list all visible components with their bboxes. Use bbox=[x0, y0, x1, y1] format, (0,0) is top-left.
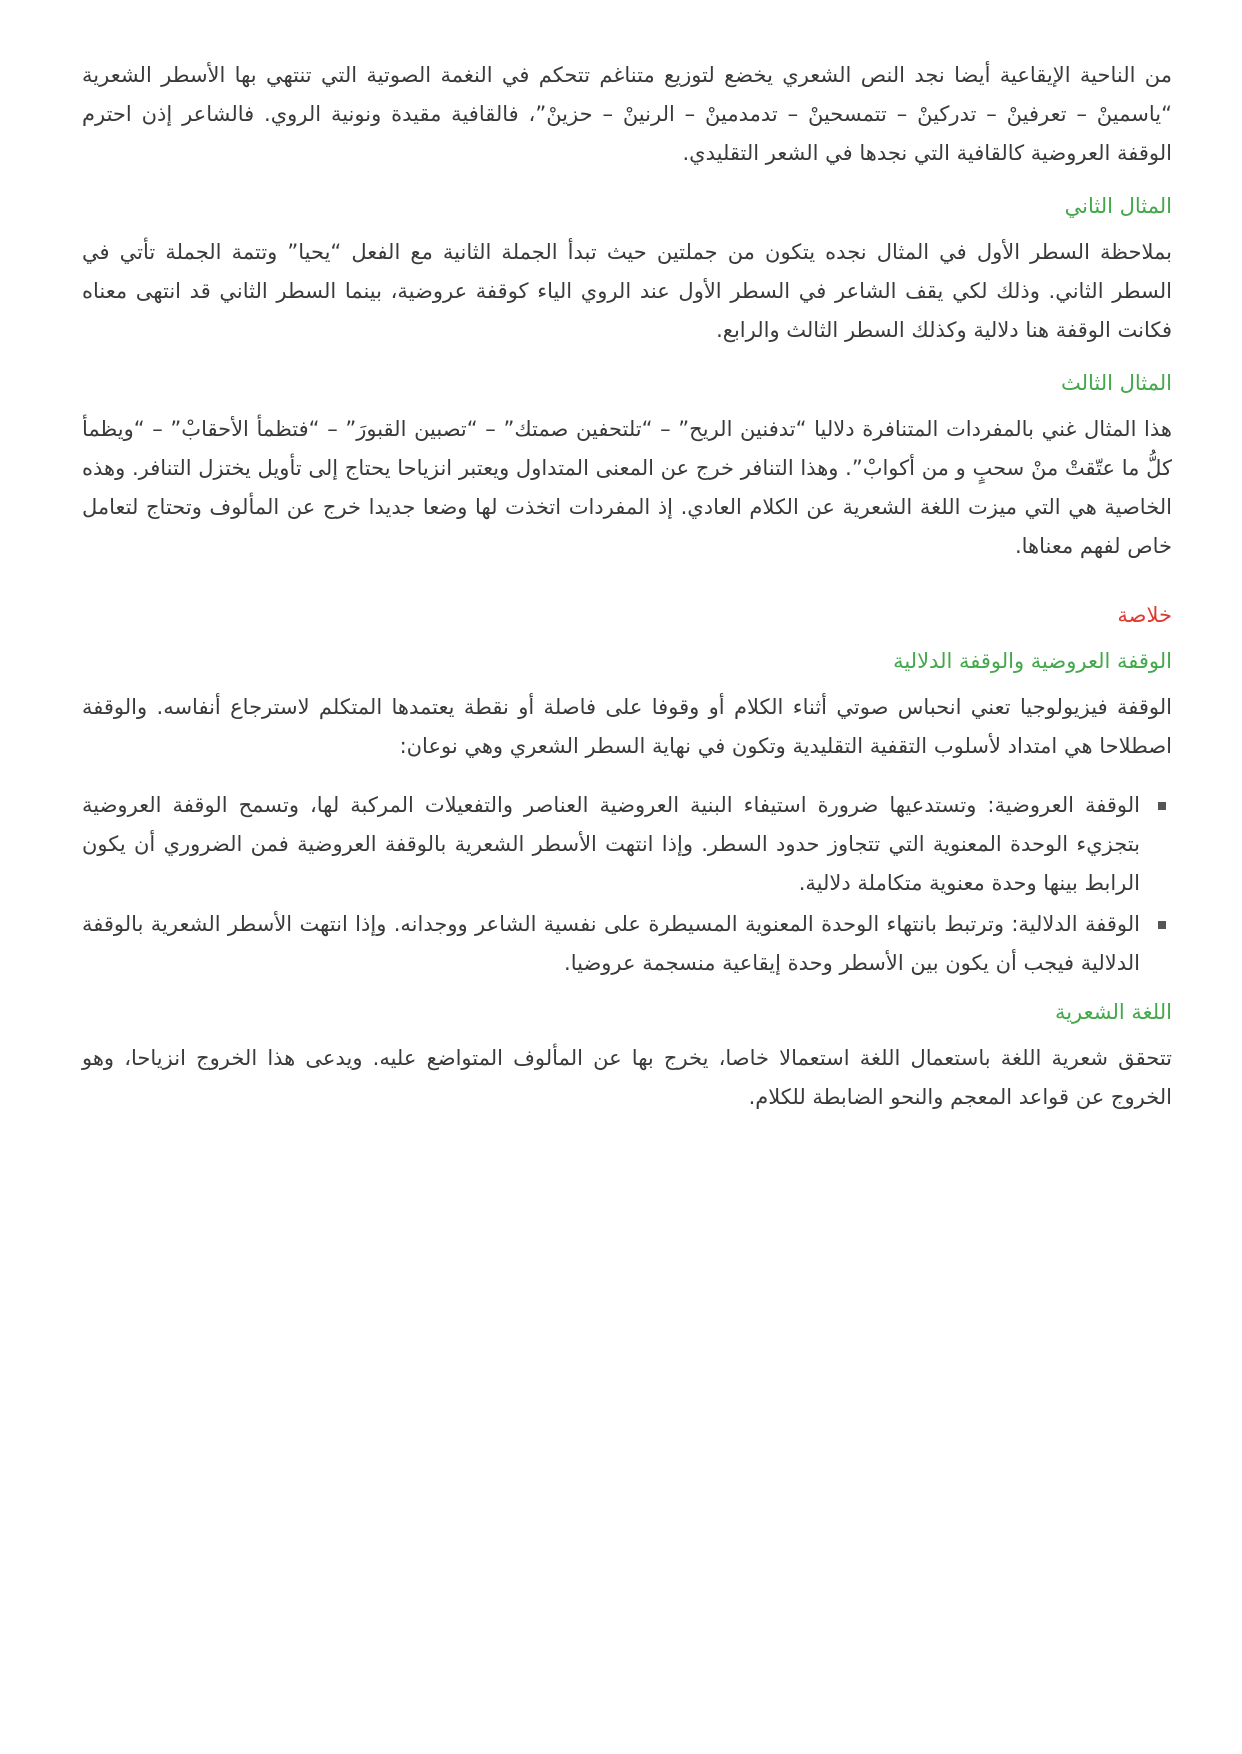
pauses-paragraph: الوقفة فيزيولوجيا تعني انحباس صوتي أثناء الكلام أو وقوفا على فاصلة أو نقطة يعتمدها المتكلم لاسترجاع أنفاسه. والوقفة اصطلاحا هي امتداد لأسلوب التقفية التقليدية وتكون في نهاية السطر الشعري وهي نوعان: bbox=[82, 695, 1172, 758]
list-item bbox=[82, 786, 1140, 903]
pauses-heading: الوقفة العروضية والوقفة الدلالية bbox=[893, 649, 1172, 673]
example2-paragraph: بملاحظة السطر الأول في المثال نجده يتكون من جملتين حيث تبدأ الجملة الثانية مع الفعل “يحيا” وتتمة الجملة تأتي في السطر الثاني. وذلك لكي يقف الشاعر في السطر الأول عند الروي الياء كوقفة عروضية، بينما السطر الثاني قد انتهى معناه فكانت الوقفة هنا دلالية وكذلك السطر الثالث والرابع. bbox=[82, 240, 1172, 342]
poetic-language-heading: اللغة الشعرية bbox=[1054, 1000, 1172, 1024]
example2-heading: المثال الثاني bbox=[1064, 194, 1172, 218]
list-item-text: الوقفة العروضية: وتستدعيها ضرورة استيفاء البنية العروضية العناصر والتفعيلات المركبة لها، وتسمح الوقفة العروضية بتجزيء الوحدة المعنوية التي تتجاوز حدود السطر. وإذا انتهت الأسطر الشعرية بالوقفة العروضية فمن الضروري أن يكون الرابط بينها وحدة معنوية متكاملة دلالية. bbox=[82, 793, 1140, 895]
example3-paragraph: هذا المثال غني بالمفردات المتنافرة دلاليا “تدفنين الريح” – “تلتحفين صمتك” – “تصبين القبورَ” – “فتظمأ الأحقابْ” – “ويظمأ كلُّ ما عتّقتْ منْ سحبٍ و من أكوابْ”. وهذا التنافر خرج عن المعنى المتداول ويعتبر انزياحا يحتاج إلى تأويل يختزل التنافر. وهذه الخاصية هي التي ميزت اللغة الشعرية عن الكلام العادي. إذ المفردات اتخذت لها وضعا جديدا خرج عن المألوف وتحتاج لتعامل خاص لفهم معناها. bbox=[82, 417, 1172, 558]
summary-heading: خلاصة bbox=[1117, 603, 1172, 627]
example3-heading: المثال الثالث bbox=[1060, 371, 1172, 395]
square-bullet-icon bbox=[1158, 802, 1166, 810]
poetic-language-paragraph: تتحقق شعرية اللغة باستعمال اللغة استعمالا خاصا، يخرج بها عن المألوف المتواضع عليه. ويدعى هذا الخروج انزياحا، وهو الخروج عن قواعد المعجم والنحو الضابطة للكلام. bbox=[82, 1046, 1172, 1109]
pauses-list bbox=[82, 786, 1172, 983]
list-item-text: الوقفة الدلالية: وترتبط بانتهاء الوحدة المعنوية المسيطرة على نفسية الشاعر ووجدانه. وإذا انتهت الأسطر الشعرية بالوقفة الدلالية فيجب أن يكون بين الأسطر وحدة إيقاعية منسجمة عروضيا. bbox=[82, 912, 1140, 975]
square-bullet-icon bbox=[1158, 921, 1166, 929]
list-item bbox=[82, 905, 1140, 983]
document-page bbox=[82, 56, 1172, 1117]
intro-paragraph: من الناحية الإيقاعية أيضا نجد النص الشعري يخضع لتوزيع متناغم تتحكم في النغمة الصوتية التي تنتهي بها الأسطر الشعرية “ياسمينْ – تعرفينْ – تدركينْ – تتمسحينْ – تدمدمينْ – الرنينْ – حزينْ”، فالقافية مقيدة ونونية الروي. فالشاعر إذن احترم الوقفة العروضية كالقافية التي نجدها في الشعر التقليدي. bbox=[82, 63, 1172, 165]
